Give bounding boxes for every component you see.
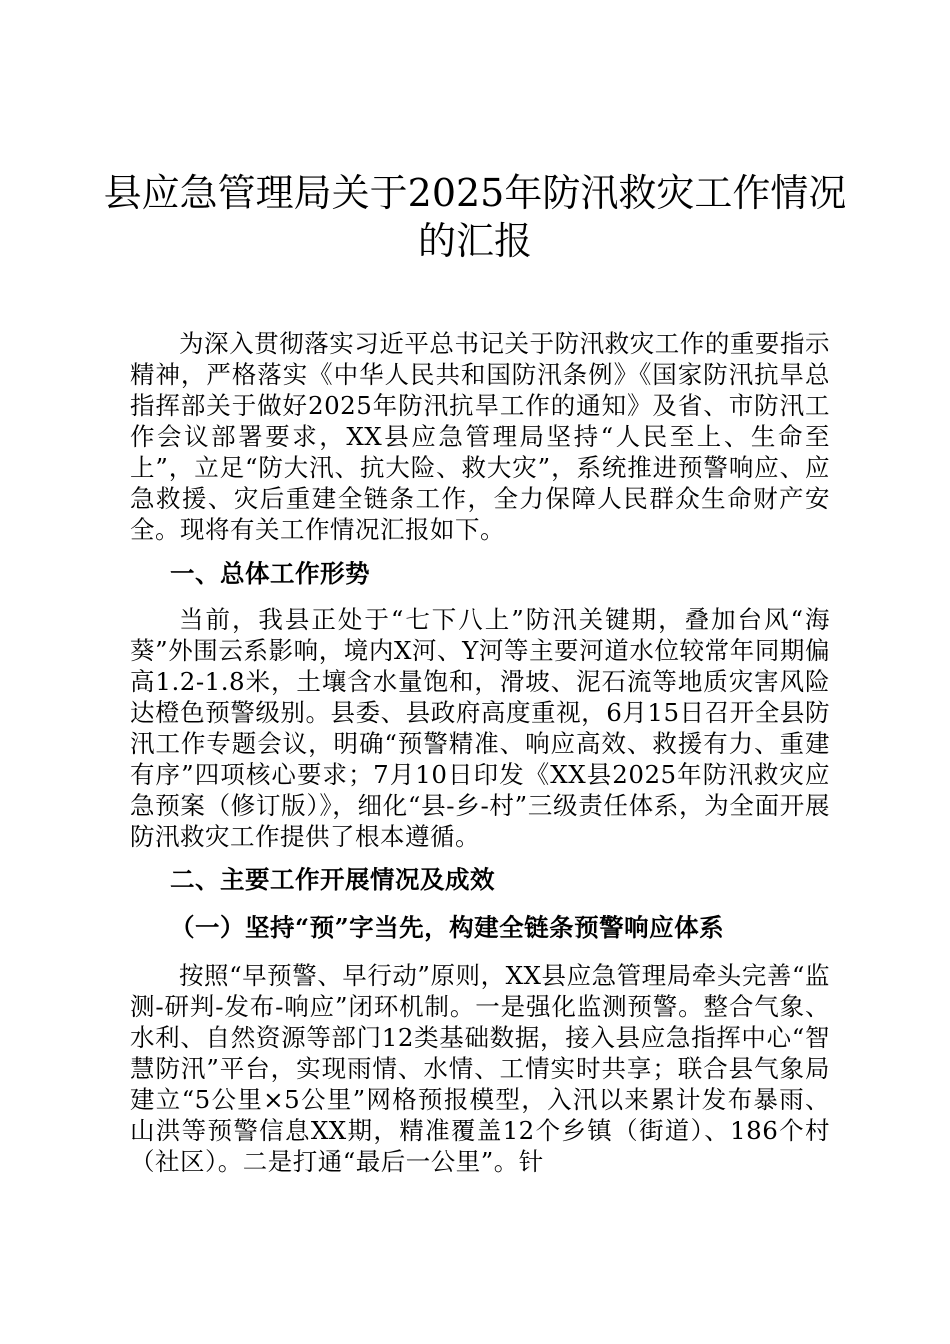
document-title-line2: 的汇报 [417, 219, 532, 263]
subsection1-paragraph: 按照“早预警、早行动”原则，XX县应急管理局牵头完善“监测-研判-发布-响应”闭环机制。一是强化监测预警。整合气象、水利、自然资源等部门12类基础数据，接入县应急指挥中心“智慧防汛”平台，实现雨情、水情、工情实时共享；联合县气象局建立“5公里×5公里”网格预报模型，入汛以来累计发布暴雨、山洪等预警信息XX期，精准覆盖12个乡镇（街道）、186个村（社区）。二是打通“最后一公里”。针 [130, 961, 830, 1176]
section1-paragraph: 当前，我县正处于“七下八上”防汛关键期，叠加台风“海葵”外围云系影响，境内X河、Y河等主要河道水位较常年同期偏高1.2-1.8米，土壤含水量饱和，滑坡、泥石流等地质灾害风险达橙色预警级别。县委、县政府高度重视，6月15日召开全县防汛工作专题会议，明确“预警精准、响应高效、救援有力、重建有序”四项核心要求；7月10日印发《XX县2025年防汛救灾应急预案（修订版）》，细化“县-乡-村”三级责任体系，为全面开展防汛救灾工作提供了根本遵循。 [130, 605, 830, 851]
section2-heading: 二、主要工作开展情况及成效 [170, 865, 495, 894]
document-title-line1: 县应急管理局关于2025年防汛救灾工作情况 [103, 171, 847, 215]
section1-heading: 一、总体工作形势 [170, 559, 370, 588]
intro-paragraph: 为深入贯彻落实习近平总书记关于防汛救灾工作的重要指示精神，严格落实《中华人民共和国防汛条例》《国家防汛抗旱总指挥部关于做好2025年防汛抗旱工作的通知》及省、市防汛工作会议部署要求，XX县应急管理局坚持“人民至上、生命至上”，立足“防大汛、抗大险、救大灾”，系统推进预警响应、应急救援、灾后重建全链条工作，全力保障人民群众生命财产安全。现将有关工作情况汇报如下。 [130, 329, 830, 544]
subsection1-heading: （一）坚持“预”字当先，构建全链条预警响应体系 [170, 913, 725, 942]
